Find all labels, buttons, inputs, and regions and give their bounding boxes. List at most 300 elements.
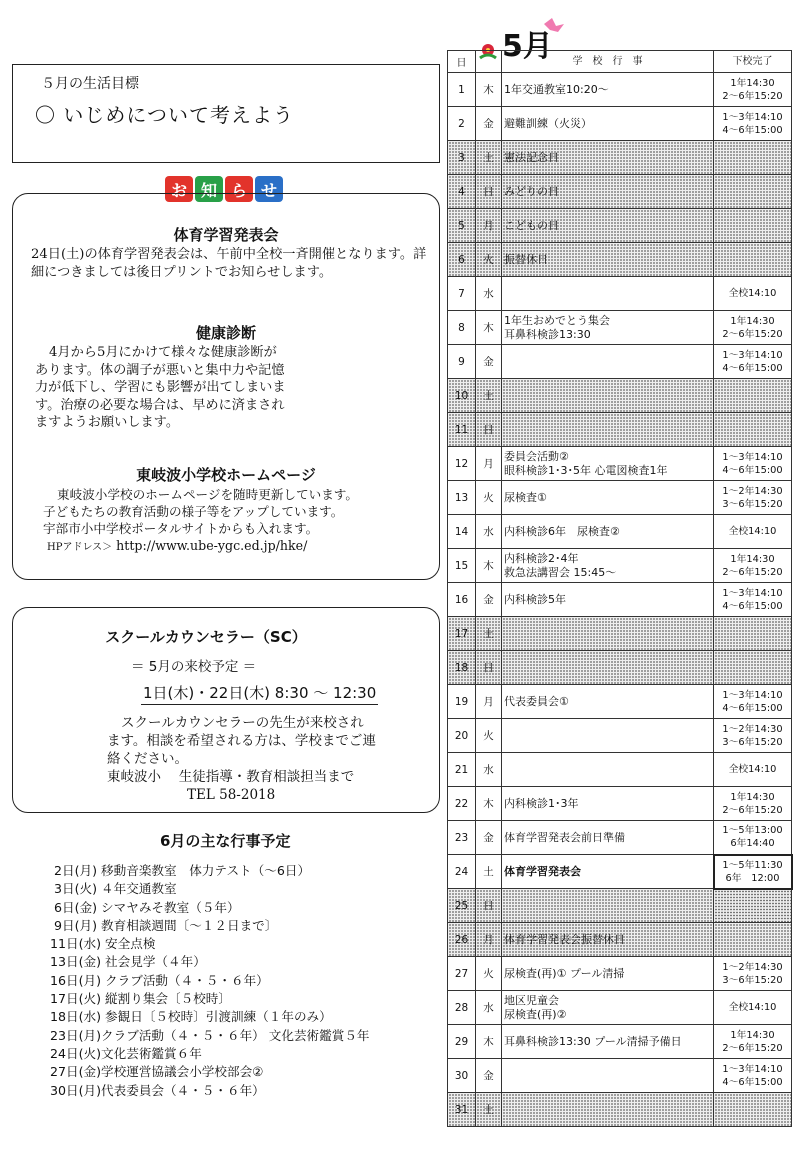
homepage-body <box>43 486 433 556</box>
day-cell <box>448 141 476 175</box>
day-cell-text: 28 <box>454 1001 469 1014</box>
counselor-schedule: 1日(木)・22日(木) 8:30 ～ 12:30 <box>141 682 378 705</box>
dismissal-cell-text: 1年14:30 2～6年15:20 <box>722 791 783 816</box>
day-cell-text: 1 <box>458 83 465 96</box>
event-cell <box>502 889 714 923</box>
event-cell <box>502 175 714 209</box>
counselor-title: スクールカウンセラー（SC） <box>105 628 307 646</box>
calendar-row <box>448 311 792 345</box>
dismissal-cell-text: 1～5年11:30 6年 12:00 <box>722 859 783 884</box>
dismissal-cell-text: 全校14:10 <box>728 526 777 537</box>
calendar-row <box>448 413 792 447</box>
event-cell <box>502 957 714 991</box>
dismissal-cell <box>714 957 792 991</box>
event-cell <box>502 243 714 277</box>
counselor-line: 絡ください。 <box>107 751 188 767</box>
weekday-cell-text: 木 <box>483 84 494 96</box>
dismissal-cell <box>714 277 792 311</box>
dismissal-cell <box>714 209 792 243</box>
homepage-line: 東岐波小学校のホームページを随時更新しています。 <box>57 487 358 502</box>
calendar-row <box>448 345 792 379</box>
weekday-cell <box>476 277 502 311</box>
day-cell-text: 6 <box>458 253 465 266</box>
day-cell <box>448 957 476 991</box>
dismissal-cell <box>714 345 792 379</box>
notice-tile: お <box>165 176 193 202</box>
dismissal-cell-text: 1年14:30 2～6年15:20 <box>722 1029 783 1054</box>
june-item: 17日(火) 縦割り集会〔５校時〕 <box>50 991 231 1007</box>
event-cell-text: 体育学習発表会前日準備 <box>504 830 625 844</box>
day-cell-text: 5 <box>458 219 465 232</box>
weekday-cell <box>476 1059 502 1093</box>
notice-box <box>12 193 440 580</box>
dismissal-cell-text: 1～3年14:10 4～6年15:00 <box>722 111 783 136</box>
counselor-tel: TEL 58-2018 <box>187 787 276 803</box>
counselor-line: スクールカウンセラーの先生が来校され <box>121 715 364 731</box>
event-cell <box>502 685 714 719</box>
calendar-row <box>448 753 792 787</box>
pe-title: 体育学習発表会 <box>173 226 279 244</box>
dismissal-cell <box>714 583 792 617</box>
day-cell-text: 2 <box>458 117 465 130</box>
dismissal-cell <box>714 923 792 957</box>
weekday-cell-text: 木 <box>483 1036 494 1048</box>
day-cell <box>448 481 476 515</box>
counselor-contact: 東岐波小 生徒指導・教育相談担当まで <box>107 769 355 785</box>
calendar-row <box>448 1025 792 1059</box>
dismissal-cell <box>714 515 792 549</box>
event-cell <box>502 719 714 753</box>
event-cell <box>502 73 714 107</box>
weekday-cell-text: 火 <box>483 730 494 742</box>
event-cell-text: 尿検査(再)① プール清掃 <box>504 966 625 980</box>
calendar-row <box>448 447 792 481</box>
dismissal-cell <box>714 549 792 583</box>
june-list <box>50 862 370 1100</box>
day-cell <box>448 1025 476 1059</box>
weekday-cell <box>476 379 502 413</box>
dismissal-cell-text: 全校14:10 <box>728 1002 777 1013</box>
day-cell <box>448 617 476 651</box>
day-cell-text: 11 <box>454 423 469 436</box>
day-cell <box>448 991 476 1025</box>
weekday-cell-text: 金 <box>483 594 494 606</box>
dismissal-cell-text: 1～2年14:30 3～6年15:20 <box>722 723 783 748</box>
day-cell-text: 10 <box>454 389 469 402</box>
weekday-cell <box>476 651 502 685</box>
calendar-row <box>448 1059 792 1093</box>
dismissal-cell-text: 1～2年14:30 3～6年15:20 <box>722 961 783 986</box>
event-cell <box>502 753 714 787</box>
weekday-cell <box>476 821 502 855</box>
dismissal-cell <box>714 855 792 889</box>
day-cell-text: 12 <box>454 457 469 470</box>
event-cell <box>502 277 714 311</box>
weekday-cell-text: 木 <box>483 798 494 810</box>
june-item: 24日(火)文化芸術鑑賞６年 <box>50 1045 202 1061</box>
weekday-cell-text: 水 <box>483 764 494 776</box>
day-cell <box>448 821 476 855</box>
day-cell-text: 25 <box>454 899 469 912</box>
weekday-cell-text: 火 <box>483 254 494 266</box>
counselor-body <box>107 714 427 804</box>
day-cell-text: 17 <box>454 627 469 640</box>
calendar-row <box>448 549 792 583</box>
june-item: 18日(水) 参観日〔５校時〕引渡訓練（１年のみ） <box>50 1009 332 1025</box>
day-cell-text: 23 <box>454 831 469 844</box>
calendar-row <box>448 277 792 311</box>
weekday-cell <box>476 991 502 1025</box>
event-cell-text: こどもの日 <box>504 218 559 232</box>
event-cell <box>502 209 714 243</box>
weekday-cell-text: 水 <box>483 526 494 538</box>
weekday-cell <box>476 107 502 141</box>
event-cell <box>502 141 714 175</box>
dismissal-cell <box>714 1025 792 1059</box>
event-cell-text: 委員会活動② 眼科検診1･3･5年 心電図検査1年 <box>504 449 668 477</box>
calendar-row <box>448 821 792 855</box>
event-cell-text: 振替休日 <box>504 252 548 266</box>
calendar-row <box>448 515 792 549</box>
day-cell-text: 20 <box>454 729 469 742</box>
event-cell-text: 体育学習発表会 <box>504 864 581 878</box>
calendar-row <box>448 685 792 719</box>
weekday-cell-text: 日 <box>483 900 494 912</box>
calendar-row <box>448 243 792 277</box>
weekday-cell <box>476 209 502 243</box>
event-cell-text: 内科検診2･4年 救急法講習会 15:45～ <box>504 551 617 579</box>
june-item: 3日(火) ４年交通教室 <box>50 881 177 897</box>
dismissal-cell-text: 1～3年14:10 4～6年15:00 <box>722 349 783 374</box>
event-cell <box>502 413 714 447</box>
dismissal-cell-text: 1～3年14:10 4～6年15:00 <box>722 1063 783 1088</box>
goal-title: ５月の生活目標 <box>41 76 139 92</box>
calendar-row <box>448 617 792 651</box>
dismissal-cell <box>714 889 792 923</box>
dismissal-cell <box>714 685 792 719</box>
weekday-cell <box>476 175 502 209</box>
day-cell <box>448 855 476 889</box>
weekday-cell <box>476 447 502 481</box>
health-line: 4月から5月にかけて様々な健康診断が <box>49 345 277 360</box>
calendar-row <box>448 719 792 753</box>
event-cell <box>502 617 714 651</box>
dismissal-cell <box>714 1093 792 1127</box>
weekday-cell <box>476 413 502 447</box>
weekday-cell <box>476 583 502 617</box>
weekday-cell-text: 月 <box>483 696 494 708</box>
june-item: 9日(月) 教育相談週間〔～１２日まで〕 <box>50 917 278 933</box>
weekday-cell-text: 月 <box>483 458 494 470</box>
weekday-cell <box>476 617 502 651</box>
dismissal-cell <box>714 141 792 175</box>
weekday-cell <box>476 515 502 549</box>
calendar-header-row <box>448 51 792 73</box>
event-cell <box>502 991 714 1025</box>
dismissal-cell <box>714 413 792 447</box>
weekday-cell <box>476 719 502 753</box>
weekday-cell-text: 木 <box>483 322 494 334</box>
day-cell <box>448 311 476 345</box>
header-events: 学 校 行 事 <box>502 51 714 73</box>
day-cell-text: 16 <box>454 593 469 606</box>
calendar-row <box>448 787 792 821</box>
event-cell-text: 避難訓練（火災） <box>504 116 592 130</box>
event-cell <box>502 1059 714 1093</box>
day-cell <box>448 549 476 583</box>
dismissal-cell <box>714 107 792 141</box>
month-title: 5月 <box>502 29 553 62</box>
dismissal-cell <box>714 617 792 651</box>
weekday-cell-text: 日 <box>483 424 494 436</box>
dismissal-cell <box>714 821 792 855</box>
event-cell-text: 内科検診1･3年 <box>504 796 579 810</box>
event-cell-text: 内科検診6年 尿検査② <box>504 524 620 538</box>
health-title: 健康診断 <box>195 324 256 342</box>
weekday-cell-text: 金 <box>483 356 494 368</box>
event-cell <box>502 481 714 515</box>
pe-body: 24日(土)の体育学習発表会は、午前中全校一斉開催となります。詳細につきましては後日プリントでお知らせします。 <box>31 247 427 280</box>
homepage-url-label: HPアドレス＞ <box>47 542 113 553</box>
day-cell <box>448 923 476 957</box>
day-cell <box>448 209 476 243</box>
may-calendar <box>447 50 793 1127</box>
day-cell-text: 13 <box>454 491 469 504</box>
calendar-row <box>448 175 792 209</box>
dismissal-cell-text: 1～2年14:30 3～6年15:20 <box>722 485 783 510</box>
calendar-row <box>448 651 792 685</box>
calendar-row <box>448 855 792 889</box>
event-cell <box>502 923 714 957</box>
health-line: ますようお願いします。 <box>35 415 180 430</box>
day-cell-text: 3 <box>458 151 465 164</box>
day-cell-text: 19 <box>454 695 469 708</box>
weekday-cell <box>476 957 502 991</box>
health-line: す。治療の必要な場合は、早めに済まされ <box>35 397 285 413</box>
counselor-box <box>12 607 440 813</box>
event-cell-text: 1年交通教室10:20～ <box>504 82 609 96</box>
day-cell <box>448 651 476 685</box>
day-cell-text: 18 <box>454 661 469 674</box>
day-cell <box>448 277 476 311</box>
june-item: 11日(水) 安全点検 <box>50 936 156 952</box>
day-cell-text: 7 <box>458 287 465 300</box>
event-cell-text: 体育学習発表会振替休日 <box>504 932 625 946</box>
day-cell <box>448 719 476 753</box>
june-title: 6月の主な行事予定 <box>160 832 291 850</box>
calendar-row <box>448 923 792 957</box>
event-cell <box>502 1025 714 1059</box>
weekday-cell <box>476 923 502 957</box>
dismissal-cell <box>714 447 792 481</box>
dismissal-cell <box>714 991 792 1025</box>
calendar-row <box>448 209 792 243</box>
day-cell-text: 21 <box>454 763 469 776</box>
weekday-cell-text: 火 <box>483 492 494 504</box>
day-cell <box>448 447 476 481</box>
day-cell-text: 24 <box>454 865 469 878</box>
day-cell-text: 8 <box>458 321 465 334</box>
counselor-subtitle: ＝ 5月の来校予定 ＝ <box>131 659 257 675</box>
dismissal-cell <box>714 243 792 277</box>
day-cell <box>448 1059 476 1093</box>
event-cell <box>502 651 714 685</box>
calendar-row <box>448 379 792 413</box>
weekday-cell <box>476 1025 502 1059</box>
event-cell <box>502 821 714 855</box>
day-cell-text: 22 <box>454 797 469 810</box>
day-cell <box>448 413 476 447</box>
weekday-cell-text: 土 <box>483 1104 494 1116</box>
day-cell <box>448 175 476 209</box>
event-cell <box>502 1093 714 1127</box>
dismissal-cell <box>714 175 792 209</box>
day-cell <box>448 685 476 719</box>
dismissal-cell <box>714 651 792 685</box>
weekday-cell-text: 金 <box>483 1070 494 1082</box>
weekday-cell-text: 金 <box>483 118 494 130</box>
event-cell <box>502 515 714 549</box>
dismissal-cell-text: 1～3年14:10 4～6年15:00 <box>722 689 783 714</box>
calendar-row <box>448 107 792 141</box>
calendar-row <box>448 481 792 515</box>
event-cell-text: みどりの日 <box>504 184 559 198</box>
day-cell <box>448 1093 476 1127</box>
calendar-row <box>448 957 792 991</box>
weekday-cell-text: 土 <box>483 866 494 878</box>
homepage-line: 子どもたちの教育活動の様子等をアップしています。 <box>43 504 344 519</box>
monthly-goal-box <box>12 64 440 163</box>
weekday-cell <box>476 345 502 379</box>
calendar-row <box>448 1093 792 1127</box>
event-cell-text: 耳鼻科検診13:30 プール清掃予備日 <box>504 1034 682 1048</box>
event-cell-text: 代表委員会① <box>504 694 569 708</box>
june-item: 30日(月)代表委員会（４・５・６年） <box>50 1082 265 1098</box>
day-cell-text: 31 <box>454 1103 469 1116</box>
weekday-cell <box>476 889 502 923</box>
day-cell <box>448 379 476 413</box>
calendar-row <box>448 583 792 617</box>
weekday-cell-text: 土 <box>483 390 494 402</box>
weekday-cell-text: 日 <box>483 186 494 198</box>
june-item: 2日(月) 移動音楽教室 体力テスト（～6日） <box>50 863 311 878</box>
health-line: あります。体の調子が悪いと集中力や記憶 <box>35 362 285 378</box>
day-cell-text: 9 <box>458 355 465 368</box>
weekday-cell-text: 土 <box>483 628 494 640</box>
goal-text: 〇 いじめについて考えよう <box>35 103 294 127</box>
weekday-cell <box>476 481 502 515</box>
event-cell <box>502 855 714 889</box>
day-cell <box>448 889 476 923</box>
event-cell <box>502 345 714 379</box>
notice-tile: せ <box>255 176 283 202</box>
dismissal-cell-text: 全校14:10 <box>728 764 777 775</box>
event-cell-text: 内科検診5年 <box>504 592 566 606</box>
weekday-cell-text: 金 <box>483 832 494 844</box>
day-cell-text: 29 <box>454 1035 469 1048</box>
weekday-cell <box>476 787 502 821</box>
health-body <box>35 344 435 432</box>
notice-tile: 知 <box>195 176 223 202</box>
homepage-line: 宇部市小中学校ポータルサイトからも入れます。 <box>43 521 319 536</box>
dismissal-cell-text: 1年14:30 2～6年15:20 <box>722 315 783 340</box>
dismissal-cell <box>714 481 792 515</box>
day-cell <box>448 583 476 617</box>
health-line: 力が低下し、学習にも影響が出てしまいま <box>35 380 286 395</box>
day-cell-text: 4 <box>458 185 465 198</box>
weekday-cell <box>476 549 502 583</box>
event-cell <box>502 787 714 821</box>
weekday-cell <box>476 73 502 107</box>
day-cell <box>448 753 476 787</box>
event-cell <box>502 549 714 583</box>
day-cell <box>448 345 476 379</box>
homepage-title: 東岐波小学校ホームページ <box>136 466 316 484</box>
event-cell <box>502 583 714 617</box>
calendar-row <box>448 991 792 1025</box>
weekday-cell-text: 日 <box>483 662 494 674</box>
june-item: 27日(金)学校運営協議会小学校部会② <box>50 1064 264 1080</box>
dismissal-cell-text: 1年14:30 2～6年15:20 <box>722 553 783 578</box>
dismissal-cell-text: 1～3年14:10 4～6年15:00 <box>722 451 783 476</box>
day-cell-text: 15 <box>454 559 469 572</box>
weekday-cell <box>476 311 502 345</box>
june-item: 16日(月) クラブ活動（４・５・６年） <box>50 972 269 988</box>
notice-tile: ら <box>225 176 253 202</box>
day-cell <box>448 107 476 141</box>
dismissal-cell <box>714 379 792 413</box>
weekday-cell <box>476 141 502 175</box>
event-cell <box>502 311 714 345</box>
header-weekday <box>476 51 502 73</box>
weekday-cell <box>476 243 502 277</box>
event-cell <box>502 379 714 413</box>
dismissal-cell <box>714 787 792 821</box>
weekday-cell-text: 土 <box>483 152 494 164</box>
header-dismissal: 下校完了 <box>714 51 792 73</box>
dismissal-cell-text: 1～5年13:00 6年14:40 <box>722 825 783 850</box>
day-cell-text: 27 <box>454 967 469 980</box>
weekday-cell <box>476 1093 502 1127</box>
dismissal-cell-text: 1～3年14:10 4～6年15:00 <box>722 587 783 612</box>
weekday-cell <box>476 855 502 889</box>
event-cell-text: 地区児童会 尿検査(再)② <box>504 993 567 1021</box>
weekday-cell-text: 月 <box>483 934 494 946</box>
weekday-cell <box>476 685 502 719</box>
weekday-cell-text: 水 <box>483 288 494 300</box>
calendar-row <box>448 73 792 107</box>
june-item: 23日(月)クラブ活動（４・５・６年） 文化芸術鑑賞５年 <box>50 1027 370 1043</box>
calendar-row <box>448 889 792 923</box>
dismissal-cell <box>714 311 792 345</box>
counselor-line: ます。相談を希望される方は、学校までご連 <box>107 733 376 749</box>
weekday-cell-text: 水 <box>483 1002 494 1014</box>
header-day: 日 <box>448 51 476 73</box>
day-cell <box>448 73 476 107</box>
dismissal-cell-text: 全校14:10 <box>728 288 777 299</box>
event-cell <box>502 107 714 141</box>
day-cell-text: 14 <box>454 525 469 538</box>
day-cell <box>448 787 476 821</box>
weekday-cell-text: 火 <box>483 968 494 980</box>
day-cell-text: 26 <box>454 933 469 946</box>
weekday-cell <box>476 753 502 787</box>
calendar-row <box>448 141 792 175</box>
day-cell-text: 30 <box>454 1069 469 1082</box>
dismissal-cell <box>714 1059 792 1093</box>
homepage-url-link[interactable]: http://www.ube-ygc.ed.jp/hke/ <box>116 538 308 553</box>
weekday-cell-text: 月 <box>483 220 494 232</box>
